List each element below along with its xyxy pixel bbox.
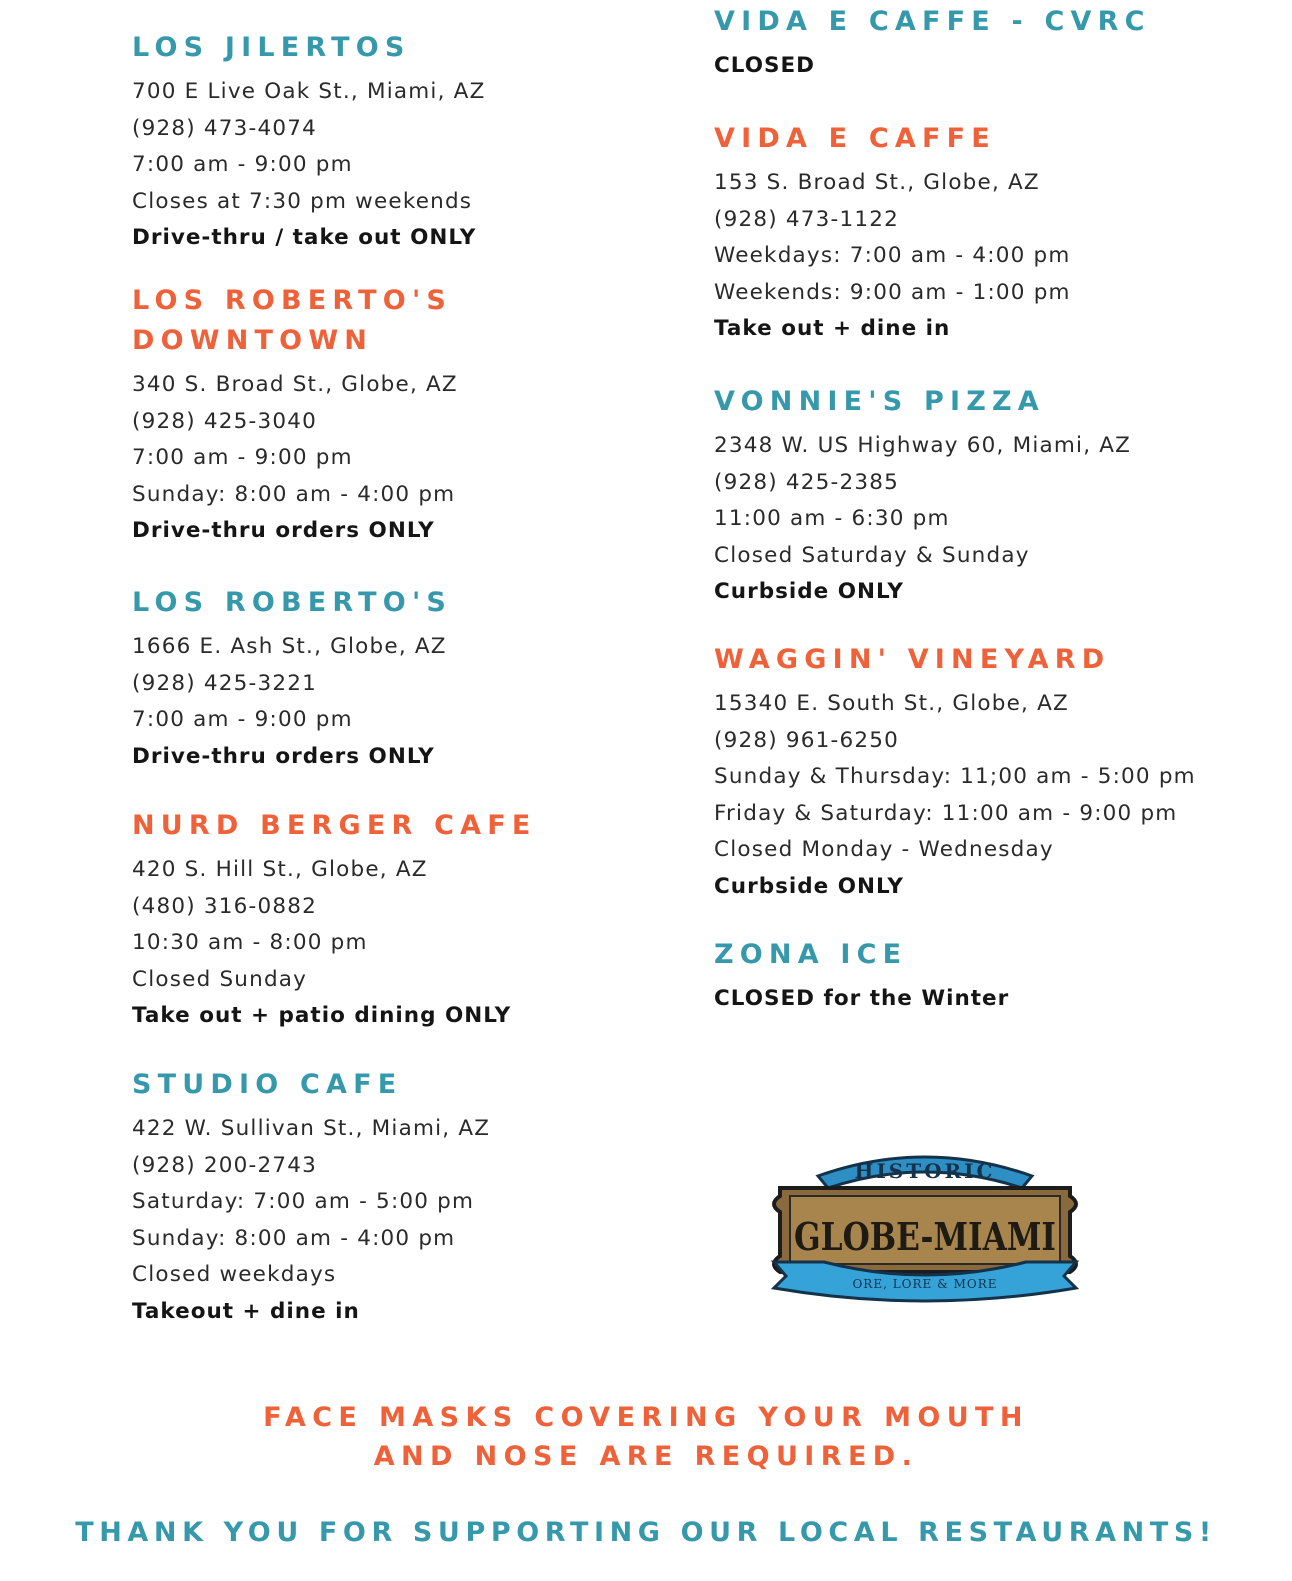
- restaurant-name: LOS JILERTOS: [132, 32, 411, 63]
- restaurant-los-robertos: [132, 583, 652, 775]
- address: 15340 E. South St., Globe, AZ: [714, 691, 1069, 716]
- service-note: CLOSED for the Winter: [714, 986, 1010, 1011]
- address: 1666 E. Ash St., Globe, AZ: [132, 634, 447, 659]
- closed-days: Closed Saturday & Sunday: [714, 542, 1030, 568]
- service-note: CLOSED: [714, 53, 816, 78]
- closed-days: Closed Sunday: [132, 966, 308, 992]
- hours: 11:00 am - 6:30 pm: [714, 506, 950, 532]
- address: 422 W. Sullivan St., Miami, AZ: [132, 1116, 491, 1141]
- phone: (928) 961-6250: [714, 727, 899, 753]
- service-note: Drive-thru / take out ONLY: [132, 225, 477, 251]
- logo-bottom-text: ORE, LORE & MORE: [852, 1277, 998, 1291]
- logo-main-text: GLOBE-MIAMI: [794, 1214, 1056, 1259]
- restaurant-studio-cafe: [132, 1065, 652, 1331]
- restaurant-name: NURD BERGER CAFE: [132, 810, 537, 841]
- restaurant-name: VONNIE'S PIZZA: [714, 386, 1045, 417]
- restaurant-waggin-vineyard: [714, 640, 1274, 906]
- hours-sunday: Sunday: 8:00 am - 4:00 pm: [132, 1225, 456, 1251]
- restaurant-vida-e-caffe: [714, 119, 1274, 348]
- hours-weekdays: Weekdays: 7:00 am - 4:00 pm: [714, 243, 1071, 269]
- restaurant-vida-e-caffe-cvrc: [714, 2, 1274, 85]
- restaurant-zona-ice: [714, 935, 1274, 1018]
- phone: (928) 425-3040: [132, 408, 317, 434]
- hours: 7:00 am - 9:00 pm: [132, 707, 353, 733]
- service-note: Take out + patio dining ONLY: [132, 1003, 512, 1029]
- hours-weekends: Weekends: 9:00 am - 1:00 pm: [714, 279, 1071, 305]
- service-note: Take out + dine in: [714, 316, 951, 342]
- mask-notice: [0, 1398, 1292, 1476]
- hours: 10:30 am - 8:00 pm: [132, 930, 368, 956]
- historic-globe-miami-logo: [760, 1138, 1090, 1306]
- thank-you-message: THANK YOU FOR SUPPORTING OUR LOCAL RESTAURANTS!: [75, 1517, 1217, 1548]
- phone: (928) 200-2743: [132, 1152, 317, 1178]
- address: 153 S. Broad St., Globe, AZ: [714, 170, 1040, 195]
- closed-days: Closed weekdays: [132, 1262, 337, 1288]
- mask-notice-line-1: FACE MASKS COVERING YOUR MOUTH: [263, 1402, 1029, 1433]
- restaurant-name: ZONA ICE: [714, 939, 908, 970]
- hours: 7:00 am - 9:00 pm: [132, 445, 353, 471]
- hours-fri-sat: Friday & Saturday: 11:00 am - 9:00 pm: [714, 800, 1178, 826]
- phone: (928) 473-1122: [714, 206, 899, 232]
- restaurant-name: WAGGIN' VINEYARD: [714, 644, 1111, 675]
- address: 700 E Live Oak St., Miami, AZ: [132, 79, 486, 104]
- phone: (928) 473-4074: [132, 115, 317, 141]
- mask-notice-line-2: AND NOSE ARE REQUIRED.: [373, 1441, 919, 1472]
- restaurant-name: STUDIO CAFE: [132, 1069, 403, 1100]
- hours-sunday: Sunday: 8:00 am - 4:00 pm: [132, 481, 456, 507]
- address: 2348 W. US Highway 60, Miami, AZ: [714, 433, 1132, 458]
- restaurant-los-jilertos: [132, 28, 652, 257]
- hours-saturday: Saturday: 7:00 am - 5:00 pm: [132, 1189, 475, 1215]
- logo-top-text: HISTORIC: [854, 1159, 996, 1183]
- hours-sun-thu: Sunday & Thursday: 11;00 am - 5:00 pm: [714, 764, 1196, 790]
- phone: (928) 425-3221: [132, 670, 317, 696]
- restaurant-vonnies-pizza: [714, 382, 1274, 611]
- service-note: Drive-thru orders ONLY: [132, 743, 435, 769]
- restaurant-nurd-berger-cafe: [132, 806, 652, 1035]
- service-note: Takeout + dine in: [132, 1298, 360, 1324]
- phone: (480) 316-0882: [132, 893, 317, 919]
- hours: 7:00 am - 9:00 pm: [132, 152, 353, 178]
- hours-note: Closes at 7:30 pm weekends: [132, 188, 473, 214]
- service-note: Curbside ONLY: [714, 873, 904, 899]
- closed-days: Closed Monday - Wednesday: [714, 837, 1054, 863]
- phone: (928) 425-2385: [714, 469, 899, 495]
- restaurant-name: VIDA E CAFFE - CVRC: [714, 6, 1151, 37]
- service-note: Curbside ONLY: [714, 579, 904, 605]
- restaurant-los-robertos-downtown: [132, 281, 652, 550]
- restaurant-name: LOS ROBERTO'S: [132, 587, 453, 618]
- address: 340 S. Broad St., Globe, AZ: [132, 372, 458, 397]
- restaurant-name: VIDA E CAFFE: [714, 123, 996, 154]
- restaurant-name: LOS ROBERTO'S DOWNTOWN: [132, 285, 453, 356]
- address: 420 S. Hill St., Globe, AZ: [132, 857, 428, 882]
- service-note: Drive-thru orders ONLY: [132, 518, 435, 544]
